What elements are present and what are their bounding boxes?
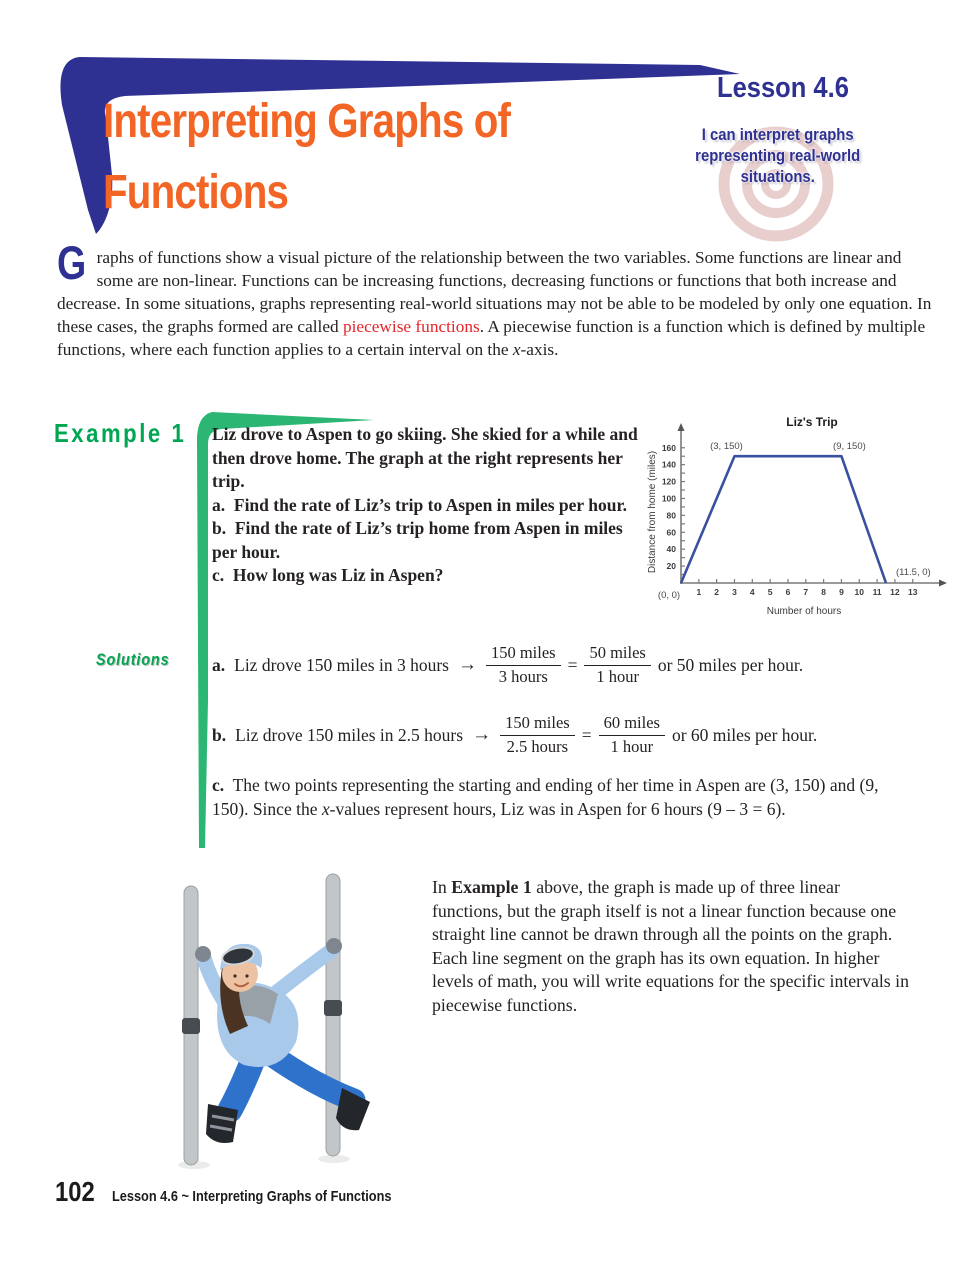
solution-a-prefix: a. (212, 654, 226, 675)
svg-text:4: 4 (749, 587, 755, 597)
intro-text-2: . A piecewise function is a function which is defined by multiple functions, where each function applies to a certain interval on the (57, 317, 926, 359)
problem-part-a: a. Find the rate of Liz’s trip to Aspen in miles per hour. (212, 494, 627, 515)
svg-text:(11.5, 0): (11.5, 0) (896, 567, 931, 578)
page-title-line2: Functions (103, 166, 289, 219)
example-1-heading: Example 1 (54, 418, 187, 448)
svg-text:11: 11 (872, 587, 882, 597)
svg-text:10: 10 (854, 587, 864, 597)
intro-text-3: -axis. (520, 340, 559, 359)
solution-b (212, 706, 952, 764)
intro-text-1: raphs of functions show a visual picture of the relationship between the two variables. Some functions are linear and some are non-linear. Functions can be increasing functions, decreasing functions or functions that both increase and decrease. In some situations, graphs representing real-world situations may not be able to be modeled by only one equation. In these cases, the graphs formed are called (57, 248, 932, 336)
svg-text:3: 3 (732, 587, 737, 597)
solution-c-prefix: c. (212, 775, 225, 795)
solutions-heading: Solutions (96, 650, 170, 669)
dropcap-g: G (57, 236, 87, 289)
skier-photo (158, 872, 418, 1172)
right-ski-boot (336, 1088, 370, 1130)
svg-text:7: 7 (803, 587, 809, 597)
page-title-line1: Interpreting Graphs of (103, 95, 511, 148)
closing-text-2: above, the graph is made up of three linear functions, but the graph itself is not a linear function because one straight line cannot be drawn through all the points on the graph. Each line segment on the graph has its own equation. In higher levels of math, you will write equations for the specific intervals in piecewise functions. (432, 877, 910, 1015)
svg-text:Distance from home (miles): Distance from home (miles) (647, 450, 658, 574)
equals-sign: = (567, 654, 578, 675)
solution-b-fraction-2: $\frac{\text{60 miles}}{\text{1 hour}}$ (599, 714, 665, 757)
svg-text:(0, 0): (0, 0) (657, 590, 681, 601)
solution-c-text-2: -values represent hours, Liz was in Aspen for 6 hours (9 – 3 = 6). (329, 798, 786, 819)
right-arrow-icon: → (472, 724, 492, 745)
solution-a-fraction-1: $\frac{\text{150 miles}}{\text{3 hours}}$ (486, 644, 561, 687)
svg-text:140: 140 (661, 459, 676, 470)
intro-x-variable: x (512, 340, 521, 359)
closing-paragraph (432, 876, 914, 1017)
svg-text:1: 1 (696, 587, 702, 597)
lesson-objective: I can interpret graphs representing real-world situations. (695, 126, 861, 186)
solution-c (212, 774, 880, 821)
example-problem (212, 423, 643, 588)
svg-text:160: 160 (661, 442, 676, 453)
svg-text:2: 2 (714, 587, 720, 597)
closing-text-1: In (432, 877, 452, 897)
left-ski-binding (182, 1018, 200, 1034)
svg-text:13: 13 (908, 587, 918, 597)
right-glove (326, 938, 342, 954)
footer-lesson-text: Lesson 4.6 ~ Interpreting Graphs of Functions (111, 1188, 392, 1205)
closing-example-ref: Example 1 (451, 877, 532, 897)
svg-text:Number of hours: Number of hours (766, 606, 842, 617)
solution-b-prefix: b. (212, 724, 227, 745)
svg-text:12: 12 (890, 587, 900, 597)
left-ski-boot (206, 1104, 238, 1143)
solution-a-lead: Liz drove 150 miles in 3 hours (234, 654, 449, 675)
svg-text:(9, 150): (9, 150) (833, 441, 866, 453)
solution-c-x-variable: x (321, 798, 330, 819)
liz-trip-line-graph (645, 408, 950, 623)
right-ski-binding (324, 1000, 342, 1016)
solution-b-tail: or 60 miles per hour. (671, 724, 818, 745)
intro-paragraph (57, 236, 941, 361)
page-title (103, 86, 510, 228)
svg-text:120: 120 (661, 476, 676, 487)
svg-text:9: 9 (839, 587, 844, 597)
svg-text:60: 60 (666, 527, 676, 538)
solution-a (212, 636, 952, 694)
svg-text:5: 5 (767, 587, 773, 597)
problem-part-b: b. Find the rate of Liz’s trip home from Aspen in miles per hour. (212, 518, 628, 562)
svg-text:20: 20 (666, 561, 676, 572)
svg-text:(3, 150): (3, 150) (710, 441, 743, 453)
solution-b-lead: Liz drove 150 miles in 2.5 hours (235, 724, 464, 745)
problem-part-c: c. How long was Liz in Aspen? (212, 565, 444, 585)
solution-c-text-1: The two points representing the starting and ending of her time in Aspen are (3, 150) and (9, 150). Since the (212, 775, 879, 819)
solution-a-fraction-2: $\frac{\text{50 miles}}{\text{1 hour}}$ (584, 644, 650, 687)
svg-text:100: 100 (661, 493, 676, 504)
svg-text:40: 40 (666, 544, 676, 555)
solutions-body (212, 636, 952, 821)
page-footer (55, 1176, 441, 1208)
solution-a-tail: or 50 miles per hour. (657, 654, 804, 675)
svg-text:Liz's Trip: Liz's Trip (786, 415, 838, 429)
page-number: 102 (55, 1176, 95, 1207)
svg-text:6: 6 (785, 587, 791, 597)
lesson-badge: Lesson 4.6 (717, 72, 849, 104)
svg-text:8: 8 (821, 587, 826, 597)
problem-intro: Liz drove to Aspen to go skiing. She skied for a while and then drove home. The graph at the right represents her trip. (212, 424, 643, 491)
right-arrow-icon: → (457, 654, 477, 675)
left-glove (195, 946, 211, 962)
solution-b-fraction-1: $\frac{\text{150 miles}}{\text{2.5 hours}}$ (500, 714, 575, 757)
svg-text:80: 80 (666, 510, 676, 521)
piecewise-functions-highlight: piecewise functions (342, 317, 480, 336)
equals-sign: = (581, 724, 592, 745)
